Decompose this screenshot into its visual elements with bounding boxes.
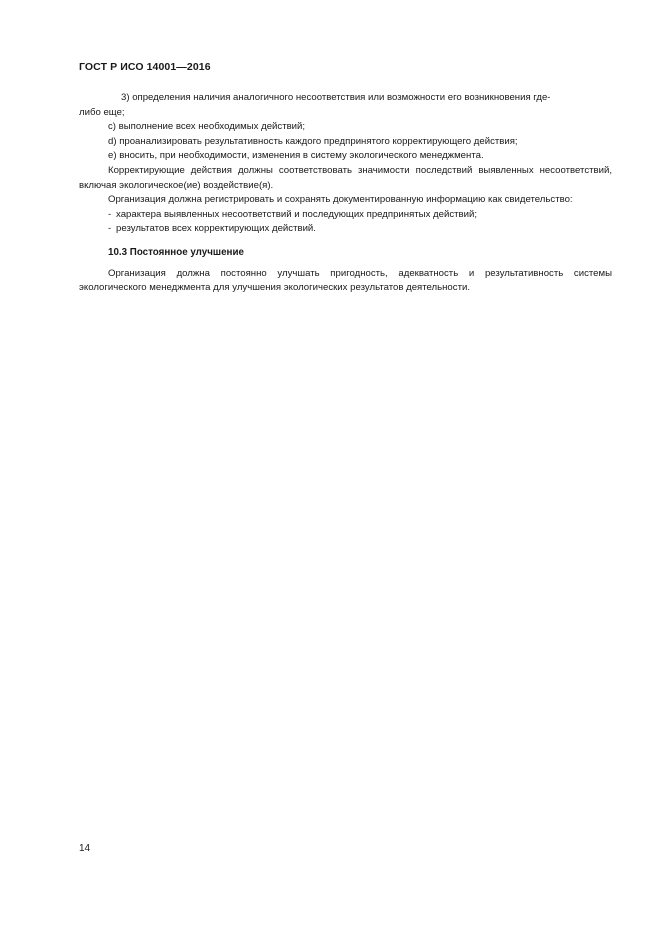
list-item-e: е) вносить, при необходимости, изменения в систему экологического менеджмента. xyxy=(108,150,484,162)
paragraph-continual-improvement: Организация должна постоянно улучшать пригодность, адекватность и результативность системы экологического менеджмента для улучшения экологических результатов деятельности. xyxy=(79,267,612,294)
dash-list-item-text: характера выявленных несоответствий и последующих предпринятых действий; xyxy=(116,208,477,220)
list-item-d: d) проанализировать результативность каждого предпринятого корректирующего действия; xyxy=(108,135,518,147)
paragraph-corrective-actions: Корректирующие действия должны соответствовать значимости последствий выявленных несоответствий, включая экологическое(ие) воздействие(я). xyxy=(79,164,612,191)
list-item-3-line2: либо еще; xyxy=(79,106,125,118)
paragraph-record-keeping: Организация должна регистрировать и сохранять документированную информацию как свидетельство: xyxy=(108,194,573,206)
dash-list-item xyxy=(79,222,612,237)
section-heading-10-3: 10.3 Постоянное улучшение xyxy=(108,246,244,258)
page-number: 14 xyxy=(79,843,91,854)
list-item-c: с) выполнение всех необходимых действий; xyxy=(108,121,306,133)
document-body xyxy=(79,91,612,296)
dash-list-item xyxy=(79,208,612,223)
list-item-3-line1: 3) определения наличия аналогичного несоответствия или возможности его возникновения где- xyxy=(121,92,551,103)
dash-bullet: - xyxy=(108,208,112,220)
document-standard-header: ГОСТ Р ИСО 14001—2016 xyxy=(79,61,211,73)
dash-list-item-text: результатов всех корректирующих действий. xyxy=(116,223,316,235)
dash-bullet: - xyxy=(108,223,112,235)
